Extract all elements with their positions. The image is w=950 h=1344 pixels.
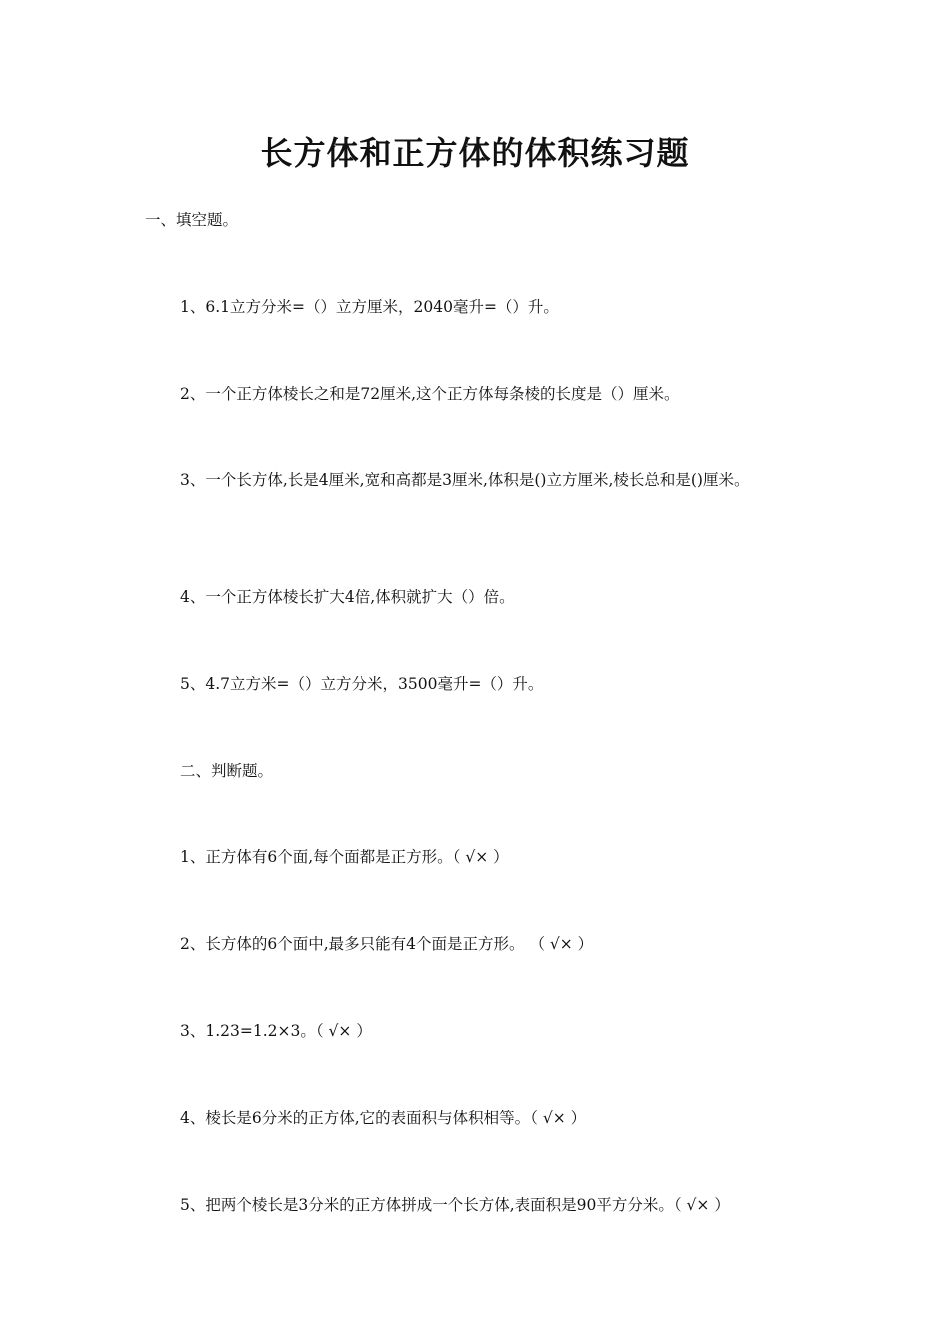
- fill-in-question-4: 4、一个正方体棱长扩大4倍,体积就扩大（）倍。: [180, 588, 515, 606]
- fill-in-question-1: 1、6.1立方分米=（）立方厘米，2040毫升=（）升。: [180, 298, 559, 316]
- page-title: 长方体和正方体的体积练习题: [260, 134, 690, 172]
- true-false-question-1: 1、正方体有6个面,每个面都是正方形。（ √× ）: [180, 848, 509, 866]
- true-false-question-2: 2、长方体的6个面中,最多只能有4个面是正方形。 （ √× ）: [180, 935, 594, 953]
- true-false-question-5: 5、把两个棱长是3分米的正方体拼成一个长方体,表面积是90平方分米。（ √× ）: [180, 1196, 730, 1214]
- section-heading-fill-in: 一、填空题。: [145, 211, 239, 229]
- fill-in-question-2: 2、一个正方体棱长之和是72厘米,这个正方体每条棱的长度是（）厘米。: [180, 385, 680, 403]
- fill-in-question-5: 5、4.7立方米=（）立方分米，3500毫升=（）升。: [180, 675, 544, 693]
- section-heading-true-false: 二、判断题。: [180, 762, 274, 780]
- fill-in-question-3: 3、一个长方体,长是4厘米,宽和高都是3厘米,体积是()立方厘米,棱长总和是()厘米。: [180, 471, 750, 489]
- true-false-question-3: 3、1.23=1.2×3。（ √× ）: [180, 1022, 372, 1040]
- true-false-question-4: 4、棱长是6分米的正方体,它的表面积与体积相等。（ √× ）: [180, 1109, 587, 1127]
